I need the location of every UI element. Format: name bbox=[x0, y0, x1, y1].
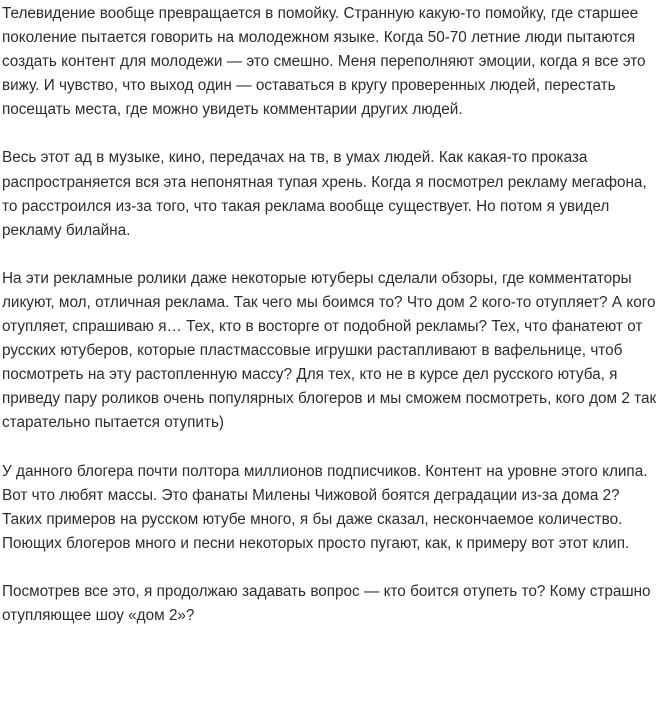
article-paragraph: Телевидение вообще превращается в помойку. Странную какую-то помойку, где старшее поколение пытается говорить на молодежном языке. Когда 50-70 летние люди пытаются создать контент для молодежи — это смешно. Меня переполняют эмоции, когда я все это вижу. И чувство, что выход один — оставаться в кругу проверенных людей, перестать посещать места, где можно увидеть комментарии других людей. bbox=[2, 5, 646, 119]
article-paragraph: У данного блогера почти полтора миллионов подписчиков. Контент на уровне этого клипа. Вот что любят массы. Это фанаты Милены Чижовой боятся деградации из-за дома 2? Таких примеров на русском ютубе много, я бы даже сказал, нескончаемое количество. Поющих блогеров много и песни некоторых просто пугают, как, к примеру вот этот клип. bbox=[2, 462, 648, 552]
article-paragraph: Весь этот ад в музыке, кино, передачах на тв, в умах людей. Как какая-то проказа распространяется вся эта непонятная тупая хрень. Когда я посмотрел рекламу мегафона, то расстроился из-за того, что такая реклама вообще существует. Но потом я увидел рекламу билайна. bbox=[2, 149, 647, 239]
article-paragraph: На эти рекламные ролики даже некоторые ютуберы сделали обзоры, где комментаторы ликуют, мол, отличная реклама. Так чего мы боимся то? Что дом 2 кого-то отупляет? А кого отупляет, спрашиваю я… Тех, кто в восторге от подобной рекламы? Тех, что фанатеют от русских ютуберов, которые пластмассовые игрушки растапливают в вафельнице, чтоб посмотреть на эту растопленную массу? Для тех, кто не в курсе дел русского ютуба, я приведу пару роликов очень популярных блогеров и мы сможем посмотреть, кого дом 2 так старательно пытается отупить) bbox=[2, 269, 657, 432]
article-paragraph: Посмотрев все это, я продолжаю задавать вопрос — кто боится отупеть то? Кому страшно отупляющее шоу «дом 2»? bbox=[2, 582, 651, 624]
